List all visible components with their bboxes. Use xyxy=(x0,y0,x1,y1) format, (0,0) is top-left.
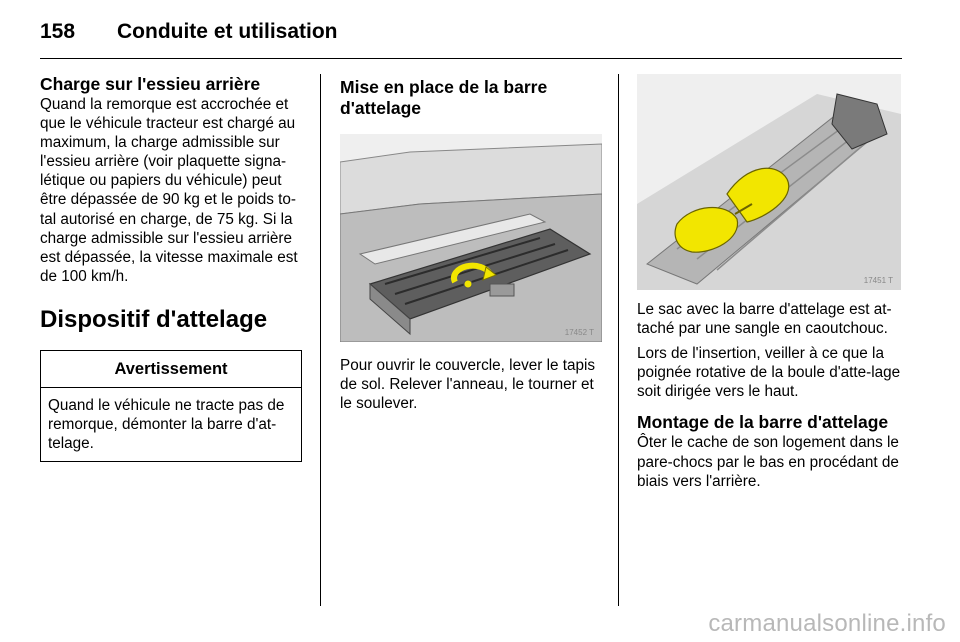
warning-title: Avertissement xyxy=(41,351,301,388)
figure-cargo-floor xyxy=(340,134,602,342)
column-divider xyxy=(618,74,619,606)
paragraph-remove-cap: Ôter le cache de son logement dans le pare-chocs par le bas en procédant de biais vers l'arrière. xyxy=(637,434,899,490)
warning-text: Quand le véhicule ne tracte pas de remorque, démonter la barre d'at-telage. xyxy=(48,396,285,453)
column-right xyxy=(637,74,901,491)
section-heading-tow-bar-mounting: Montage de la barre d'attelage xyxy=(637,412,889,433)
paragraph-rear-axle: Quand la remorque est accrochée et que le véhicule tracteur est chargé au maximum, la charge admissible sur l'essieu arrière (voir plaquette signa-létique ou papiers du véhicule) peut être dépassée de 90 kg et le poids to-tal autorisé en charge, de 75 kg. Si la charge admissible sur l'essieu arrière est dépassée, la vitesse maximale est de 100 km/h. xyxy=(40,96,298,285)
cargo-floor-illustration xyxy=(340,134,602,342)
column-middle xyxy=(340,77,602,413)
paragraph-insertion: Lors de l'insertion, veiller à ce que la poignée rotative de la boule d'atte-lage soit dirigée vers le haut. xyxy=(637,345,901,401)
section-heading-towing-device: Dispositif d'attelage xyxy=(40,305,268,333)
section-heading-tow-bar-placement: Mise en place de la barre d'attelage xyxy=(340,77,548,118)
figure-code: 17452 T xyxy=(564,328,594,337)
paragraph-open-cover: Pour ouvrir le couvercle, lever le tapis de sol. Relever l'anneau, le tourner et le soulever. xyxy=(340,357,596,413)
paragraph-bag-strap: Le sac avec la barre d'attelage est at-taché par une sangle en caoutchouc. xyxy=(637,301,892,338)
section-heading-rear-axle: Charge sur l'essieu arrière xyxy=(40,74,261,94)
warning-box xyxy=(40,350,302,462)
column-divider xyxy=(320,74,321,606)
page-header xyxy=(40,18,902,59)
watermark: carmanualsonline.info xyxy=(708,610,946,637)
column-left xyxy=(40,74,302,462)
figure-tow-bar-bag xyxy=(637,74,901,290)
page-title: Conduite et utilisation xyxy=(117,20,338,43)
figure-code: 17451 T xyxy=(863,276,893,285)
page-number: 158 xyxy=(40,20,76,43)
tow-bar-bag-illustration xyxy=(637,74,901,290)
